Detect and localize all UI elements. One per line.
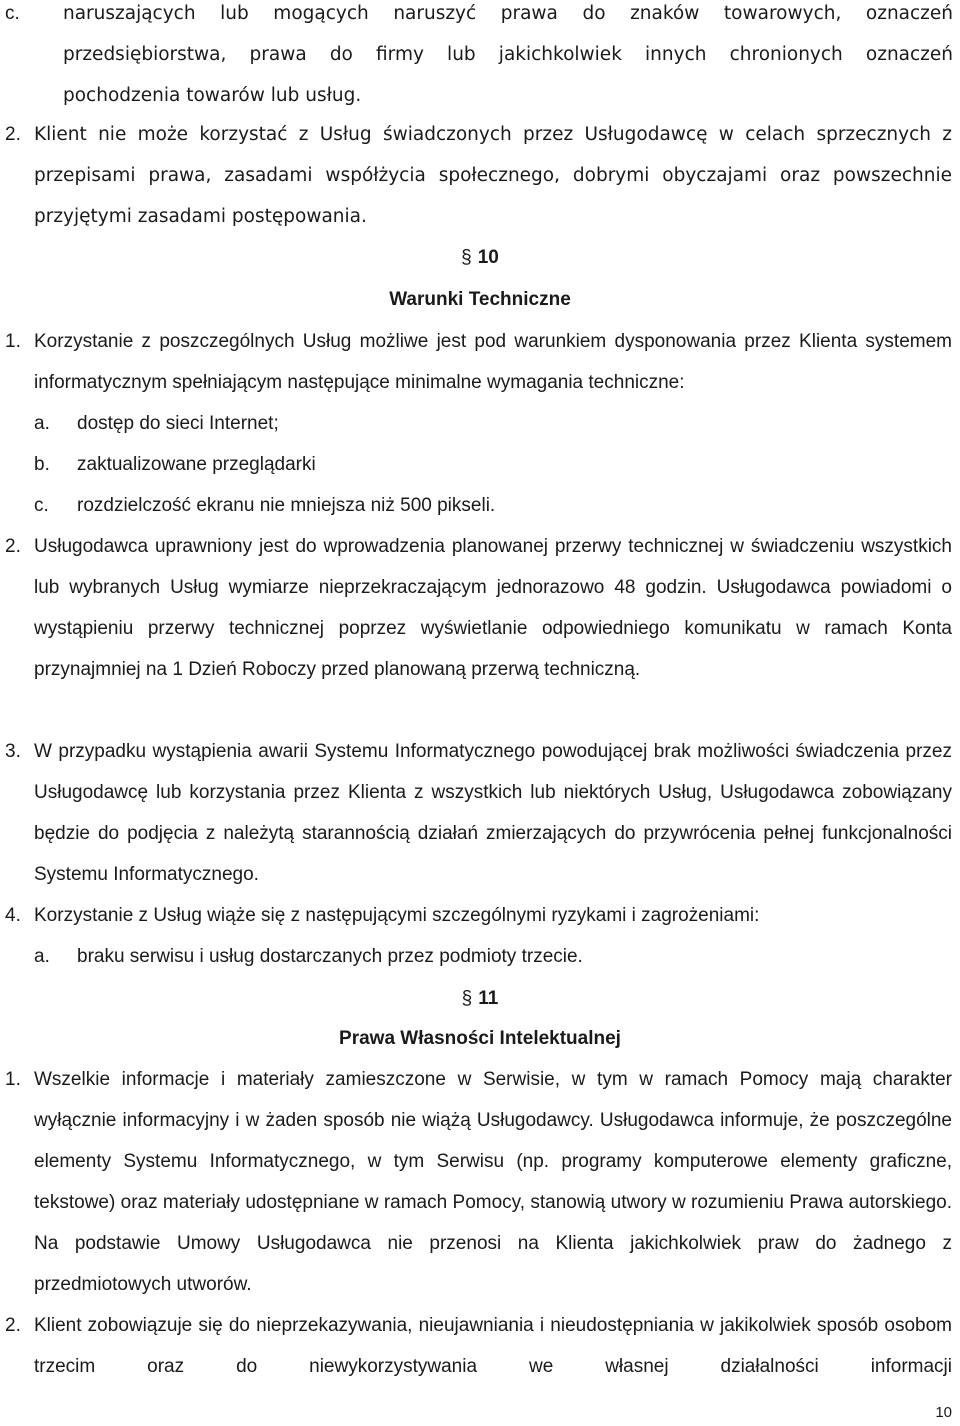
list-item-label: c. — [34, 495, 49, 516]
section-10-paragraph-2 — [0, 526, 960, 690]
paragraph-number: 1. — [5, 1069, 21, 1090]
section-10-number — [0, 247, 960, 269]
list-item-text: dostęp do sieci Internet; — [77, 413, 279, 434]
paragraph-text: Korzystanie z poszczególnych Usług możliwe jest pod warunkiem dysponowania przez Klienta systemem informatycznym spełniającym następujące minimalne wymagania techniczne: — [34, 331, 952, 393]
paragraph-text: Wszelkie informacje i materiały zamieszczone w Serwisie, w tym w ramach Pomocy mają charakter wyłącznie informacyjny i w żaden sposób nie wiążą Usługodawcy. Usługodawca informuje, że poszczególne elementy Systemu Informatycznego, w tym Serwisu (np. programy komputerowe elementy graficzne, tekstowe) oraz materiały udostępniane w ramach Pomocy, stanowią utwory w rozumieniu Prawa autorskiego. Na podstawie Umowy Usługodawca nie przenosi na Klienta jakichkolwiek praw do żadnego z przedmiotowych utworów. — [34, 1069, 952, 1295]
section-10-paragraph-4 — [0, 895, 960, 936]
text-line: pochodzenia towarów lub usług. — [63, 85, 362, 106]
list-item-c-continuation — [0, 0, 960, 116]
list-item — [0, 444, 960, 485]
list-item — [0, 936, 960, 977]
paragraph-number: 2. — [5, 536, 21, 557]
section-10-paragraph-4-list — [0, 936, 960, 977]
section-11-paragraph-1 — [0, 1059, 960, 1305]
page-number: 10 — [935, 1404, 952, 1421]
text-line: przedsiębiorstwa, prawa do firmy lub jakichkolwiek innych chronionych oznaczeń — [63, 44, 953, 65]
list-item-text: zaktualizowane przeglądarki — [77, 454, 316, 475]
section-11-paragraph-2 — [0, 1305, 960, 1387]
text-line: naruszających lub mogących naruszyć prawa do znaków towarowych, oznaczeń — [63, 3, 953, 24]
paragraph-number: 3. — [5, 741, 21, 762]
list-item-text: rozdzielczość ekranu nie mniejsza niż 500 pikseli. — [77, 495, 496, 516]
section-10-title: Warunki Techniczne — [389, 289, 571, 310]
section-number: 10 — [477, 247, 499, 268]
list-item-label: b. — [34, 454, 50, 475]
list-item — [0, 485, 960, 526]
paragraph-text: Klient zobowiązuje się do nieprzekazywania, nieujawniania i nieudostępniania w jakikolwiek sposób osobom trzecim oraz do niewykorzystywania we własnej działalności informacji — [34, 1315, 952, 1377]
list-item — [0, 403, 960, 444]
paragraph-number: 2. — [5, 124, 21, 145]
section-11-number — [0, 988, 960, 1010]
list-item-label: a. — [34, 413, 50, 434]
list-item-label: c. — [5, 3, 20, 24]
section-number: 11 — [478, 988, 499, 1009]
paragraph-text: Klient nie może korzystać z Usług świadczonych przez Usługodawcę w celach sprzecznych z przepisami prawa, zasadami współżycia społecznego, dobrymi obyczajami oraz powszechnie przyjętymi zasadami postępowania. — [34, 124, 952, 227]
paragraph-number: 1. — [5, 331, 21, 352]
section-11-title: Prawa Własności Intelektualnej — [339, 1028, 621, 1049]
section-10-paragraph-1-list — [0, 403, 960, 526]
paragraph-number: 4. — [5, 905, 21, 926]
paragraph-text: Korzystanie z Usług wiąże się z następującymi szczególnymi ryzykami i zagrożeniami: — [34, 905, 760, 926]
list-item-label: a. — [34, 946, 50, 967]
section-mark: § — [461, 247, 472, 268]
paragraph-number: 2. — [5, 1315, 21, 1336]
paragraph-text: W przypadku wystąpienia awarii Systemu Informatycznego powodującej brak możliwości świadczenia przez Usługodawcę lub korzystania przez Klienta z wszystkich lub niektórych Usług, Usługodawca zobowiązany będzie do podjęcia z należytą starannością działań zmierzających do przywrócenia pełnej funkcjonalności Systemu Informatycznego. — [34, 741, 952, 885]
paragraph-2-prev — [0, 114, 960, 237]
list-item-text — [63, 0, 953, 116]
paragraph-text: Usługodawca uprawniony jest do wprowadzenia planowanej przerwy technicznej w świadczeniu wszystkich lub wybranych Usług wymiarze nieprzekraczającym jednorazowo 48 godzin. Usługodawca powiadomi o wystąpieniu przerwy technicznej poprzez wyświetlanie odpowiedniego komunikatu w ramach Konta przynajmniej na 1 Dzień Roboczy przed planowaną przerwą techniczną. — [34, 536, 952, 680]
section-mark: § — [461, 988, 473, 1009]
section-10-paragraph-1 — [0, 321, 960, 403]
list-item-text: braku serwisu i usług dostarczanych przez podmioty trzecie. — [77, 946, 583, 967]
section-10-paragraph-3 — [0, 731, 960, 895]
